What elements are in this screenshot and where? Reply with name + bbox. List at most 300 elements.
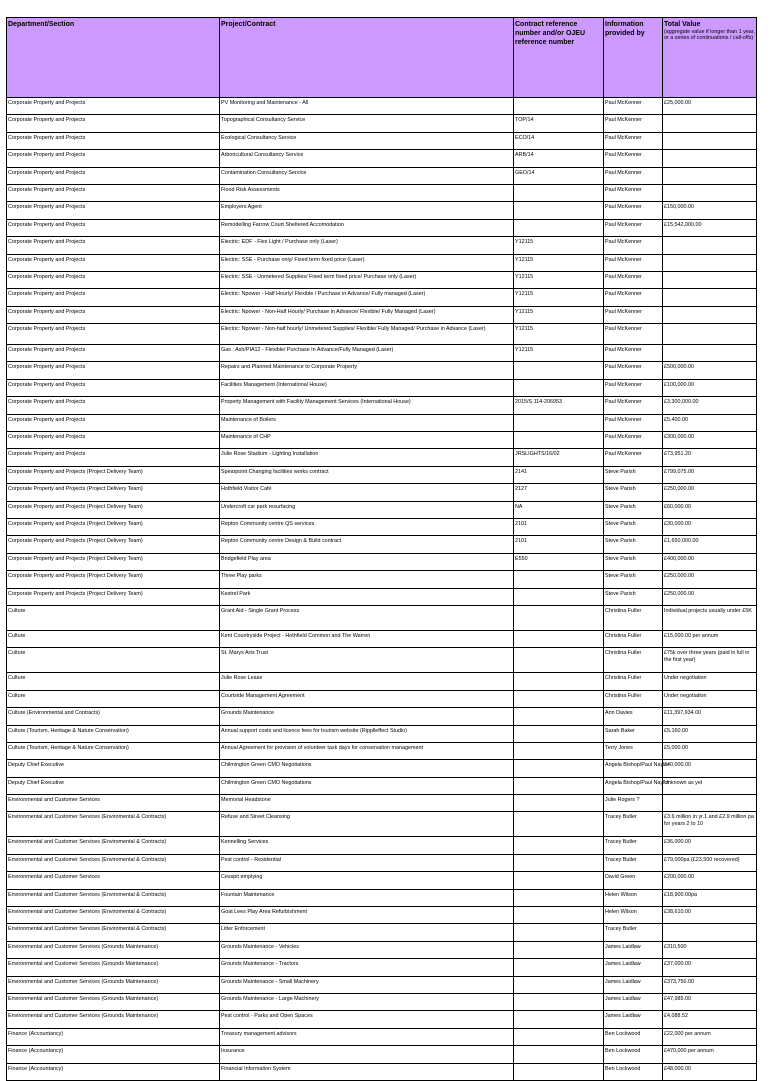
- cell-department: Environmental and Customer Services (Enviromental & Contracts): [7, 812, 220, 837]
- cell-department: Environmental and Customer Services (Enviromental & Contracts): [7, 837, 220, 854]
- cell-department: Culture (Environmental and Contracts): [7, 708, 220, 725]
- cell-information-provided-by: Paul McKenner: [604, 219, 663, 236]
- cell-department: Corporate Property and Projects: [7, 115, 220, 132]
- cell-department: Deputy Chief Executive: [7, 760, 220, 777]
- contracts-register-sheet: [6, 17, 756, 1081]
- table-row: [7, 742, 757, 759]
- cell-department: Culture: [7, 630, 220, 647]
- cell-total-value: [663, 345, 757, 362]
- cell-information-provided-by: Steve Parish: [604, 588, 663, 605]
- cell-total-value: [663, 115, 757, 132]
- cell-contract-reference: [514, 959, 604, 976]
- cell-department: Finance (Accountancy): [7, 1028, 220, 1045]
- table-body: [7, 98, 757, 1081]
- cell-project: Repton Community centre QS services: [220, 518, 514, 535]
- cell-information-provided-by: Paul McKenner: [604, 379, 663, 396]
- cell-information-provided-by: Ben Lockwood: [604, 1063, 663, 1080]
- cell-department: Corporate Property and Projects: [7, 362, 220, 379]
- cell-contract-reference: 2101: [514, 536, 604, 553]
- cell-project: Arboricultural Consultancy Service: [220, 150, 514, 167]
- cell-project: Courtside Management Agreement: [220, 690, 514, 707]
- cell-department: Corporate Property and Projects (Project Delivery Team): [7, 518, 220, 535]
- cell-project: PV Monitoring and Maintenance - All: [220, 98, 514, 115]
- cell-department: Corporate Property and Projects (Project Delivery Team): [7, 553, 220, 570]
- cell-contract-reference: [514, 414, 604, 431]
- cell-total-value: £3.6 million in yr.1 and £2.9 million pa for years 2 to 10: [663, 812, 757, 837]
- table-row: [7, 345, 757, 362]
- cell-contract-reference: Y12115: [514, 289, 604, 306]
- cell-total-value: £300,000.00: [663, 432, 757, 449]
- cell-contract-reference: [514, 812, 604, 837]
- table-row: [7, 1063, 757, 1080]
- table-row: [7, 605, 757, 630]
- table-row: [7, 184, 757, 201]
- cell-project: Electric: Npower - Non-Half Hourly/ Purchase in Advance/ Flexible/ Fully Managed (Laser): [220, 306, 514, 323]
- cell-information-provided-by: Julie Rogers ?: [604, 795, 663, 812]
- cell-information-provided-by: Terry Jones: [604, 742, 663, 759]
- header-contract-reference: Contract reference number and/or OJEU reference number: [514, 18, 604, 98]
- cell-contract-reference: [514, 98, 604, 115]
- cell-information-provided-by: Steve Parish: [604, 553, 663, 570]
- cell-total-value: £3,300,000.00: [663, 397, 757, 414]
- table-row: [7, 907, 757, 924]
- cell-total-value: £5,400.00: [663, 414, 757, 431]
- cell-contract-reference: [514, 837, 604, 854]
- cell-information-provided-by: Helen Wilson: [604, 907, 663, 924]
- header-project: Project/Contract: [220, 18, 514, 98]
- cell-contract-reference: Y12115: [514, 254, 604, 271]
- cell-total-value: Unknown as yet: [663, 777, 757, 794]
- cell-contract-reference: 2101: [514, 518, 604, 535]
- cell-information-provided-by: Paul McKenner: [604, 449, 663, 466]
- cell-department: Corporate Property and Projects: [7, 237, 220, 254]
- cell-contract-reference: [514, 708, 604, 725]
- table-row: [7, 725, 757, 742]
- table-row: [7, 959, 757, 976]
- cell-project: Grounds Maintenance - Tractors: [220, 959, 514, 976]
- cell-total-value: £500,000.00: [663, 362, 757, 379]
- cell-total-value: [663, 184, 757, 201]
- table-row: [7, 324, 757, 345]
- cell-department: Corporate Property and Projects (Project Delivery Team): [7, 501, 220, 518]
- cell-contract-reference: [514, 1063, 604, 1080]
- cell-total-value: £5,160.00: [663, 725, 757, 742]
- cell-information-provided-by: Paul McKenner: [604, 306, 663, 323]
- cell-project: Grounds Maintenance - Large Machinery: [220, 993, 514, 1010]
- cell-total-value: £36,000.00: [663, 837, 757, 854]
- cell-department: Culture: [7, 690, 220, 707]
- cell-project: Undercroft car park resurfacing: [220, 501, 514, 518]
- cell-project: Treasury management advisors: [220, 1028, 514, 1045]
- cell-total-value: £200,000.00: [663, 872, 757, 889]
- cell-department: Corporate Property and Projects: [7, 289, 220, 306]
- cell-total-value: [663, 306, 757, 323]
- cell-information-provided-by: Helen Wilson: [604, 889, 663, 906]
- table-row: [7, 237, 757, 254]
- cell-contract-reference: JRSLIGHTS/16/02: [514, 449, 604, 466]
- cell-information-provided-by: Paul McKenner: [604, 397, 663, 414]
- cell-total-value: £48,000.00: [663, 1063, 757, 1080]
- cell-contract-reference: Y12115: [514, 306, 604, 323]
- cell-department: Finance (Accountancy): [7, 1063, 220, 1080]
- cell-total-value: £38,610.00: [663, 907, 757, 924]
- cell-information-provided-by: Ben Lockwood: [604, 1028, 663, 1045]
- cell-total-value: Under negotiation: [663, 690, 757, 707]
- cell-project: Facilities Management (International House): [220, 379, 514, 396]
- cell-project: Contamination Consultancy Service: [220, 167, 514, 184]
- table-row: [7, 795, 757, 812]
- cell-department: Corporate Property and Projects: [7, 167, 220, 184]
- cell-department: Environmental and Customer Services (Enviromental & Contracts): [7, 907, 220, 924]
- cell-contract-reference: [514, 690, 604, 707]
- cell-information-provided-by: Paul McKenner: [604, 414, 663, 431]
- cell-contract-reference: ARB/14: [514, 150, 604, 167]
- cell-project: Memorial Headstone: [220, 795, 514, 812]
- table-row: [7, 449, 757, 466]
- cell-project: Pest control - Parks and Open Spaces: [220, 1011, 514, 1028]
- cell-total-value: £470,000 per annum: [663, 1046, 757, 1063]
- cell-total-value: £22,000 per annum: [663, 1028, 757, 1045]
- cell-project: Bridgefield Play area: [220, 553, 514, 570]
- cell-project: Kent Countryside Project - Hothfield Common and The Warren: [220, 630, 514, 647]
- cell-contract-reference: [514, 648, 604, 673]
- table-row: [7, 167, 757, 184]
- cell-contract-reference: 2015/S 114-206953: [514, 397, 604, 414]
- cell-contract-reference: [514, 889, 604, 906]
- table-row: [7, 219, 757, 236]
- cell-contract-reference: [514, 571, 604, 588]
- cell-total-value: [663, 795, 757, 812]
- cell-information-provided-by: Sarah Baker: [604, 725, 663, 742]
- table-row: [7, 993, 757, 1010]
- cell-project: Employers Agent: [220, 202, 514, 219]
- cell-contract-reference: [514, 976, 604, 993]
- cell-project: Julie Rose Stadium - Lighting Installation: [220, 449, 514, 466]
- cell-project: Chilmington Green CMO Negotiations: [220, 760, 514, 777]
- table-row: [7, 777, 757, 794]
- cell-department: Culture (Tourism, Heritage & Nature Conservation): [7, 742, 220, 759]
- cell-information-provided-by: Christina Fuller: [604, 673, 663, 690]
- cell-total-value: £1,650,000.00: [663, 536, 757, 553]
- cell-contract-reference: [514, 630, 604, 647]
- cell-project: Ecological Consultancy Service: [220, 132, 514, 149]
- cell-information-provided-by: Paul McKenner: [604, 115, 663, 132]
- cell-department: Corporate Property and Projects: [7, 432, 220, 449]
- table-row: [7, 976, 757, 993]
- table-row: [7, 432, 757, 449]
- cell-contract-reference: TOP/14: [514, 115, 604, 132]
- table-row: [7, 553, 757, 570]
- table-row: [7, 518, 757, 535]
- cell-contract-reference: [514, 184, 604, 201]
- cell-information-provided-by: James Laidlaw: [604, 959, 663, 976]
- cell-department: Corporate Property and Projects: [7, 132, 220, 149]
- table-row: [7, 1028, 757, 1045]
- cell-total-value: £799,075.00: [663, 466, 757, 483]
- cell-contract-reference: [514, 993, 604, 1010]
- table-row: [7, 889, 757, 906]
- cell-total-value: [663, 237, 757, 254]
- cell-project: Pest control - Residential: [220, 854, 514, 871]
- cell-total-value: [663, 167, 757, 184]
- cell-total-value: £373,750.00: [663, 976, 757, 993]
- cell-contract-reference: [514, 1046, 604, 1063]
- cell-project: Cesspit emptying: [220, 872, 514, 889]
- cell-department: Corporate Property and Projects: [7, 202, 220, 219]
- cell-contract-reference: [514, 742, 604, 759]
- cell-total-value: £73,951.20: [663, 449, 757, 466]
- cell-contract-reference: [514, 202, 604, 219]
- cell-total-value: £79,000pa (£23,500 recovered): [663, 854, 757, 871]
- cell-information-provided-by: James Laidlaw: [604, 993, 663, 1010]
- cell-contract-reference: [514, 379, 604, 396]
- cell-department: Corporate Property and Projects: [7, 184, 220, 201]
- cell-total-value: £15,542,000.00: [663, 219, 757, 236]
- cell-department: Corporate Property and Projects: [7, 414, 220, 431]
- header-total-value: Total Value (aggregate value if longer than 1 year, or a series of continuations / call-offs): [663, 18, 757, 98]
- cell-project: Annual Agreement for provision of volunteer task days for conservation management: [220, 742, 514, 759]
- cell-project: Kennelling Services: [220, 837, 514, 854]
- cell-department: Corporate Property and Projects: [7, 150, 220, 167]
- header-department: Department/Section: [7, 18, 220, 98]
- table-row: [7, 271, 757, 288]
- cell-contract-reference: [514, 924, 604, 941]
- table-row: [7, 362, 757, 379]
- cell-contract-reference: [514, 777, 604, 794]
- cell-total-value: £250,000.00: [663, 571, 757, 588]
- cell-department: Corporate Property and Projects: [7, 219, 220, 236]
- cell-information-provided-by: Paul McKenner: [604, 184, 663, 201]
- table-row: [7, 571, 757, 588]
- cell-department: Corporate Property and Projects: [7, 98, 220, 115]
- table-row: [7, 854, 757, 871]
- cell-project: Spearpoint Changing facilities works contract: [220, 466, 514, 483]
- cell-contract-reference: [514, 725, 604, 742]
- cell-total-value: £310,500: [663, 941, 757, 958]
- cell-department: Finance (Accountancy): [7, 1046, 220, 1063]
- table-row: [7, 115, 757, 132]
- cell-total-value: £11,397,934.00: [663, 708, 757, 725]
- cell-project: Grounds Maintenance - Small Machinery: [220, 976, 514, 993]
- cell-contract-reference: [514, 362, 604, 379]
- cell-total-value: Under negotiation: [663, 673, 757, 690]
- table-row: [7, 924, 757, 941]
- cell-contract-reference: [514, 588, 604, 605]
- cell-project: Maintenance of Boilers: [220, 414, 514, 431]
- table-row: [7, 648, 757, 673]
- cell-information-provided-by: Paul McKenner: [604, 345, 663, 362]
- table-row: [7, 673, 757, 690]
- cell-total-value: [663, 924, 757, 941]
- cell-contract-reference: 2127: [514, 484, 604, 501]
- cell-information-provided-by: Angela Bishop/Paul Naylor: [604, 760, 663, 777]
- cell-project: Annual support costs and licence fees for tourism website (Ripplleffect Studio): [220, 725, 514, 742]
- table-row: [7, 1046, 757, 1063]
- cell-department: Corporate Property and Projects: [7, 271, 220, 288]
- cell-project: Grounds Maintenance: [220, 708, 514, 725]
- cell-information-provided-by: Christina Fuller: [604, 648, 663, 673]
- cell-department: Environmental and Customer Services (Grounds Maintenance): [7, 976, 220, 993]
- cell-total-value: £75k over three years (paid in full in the first year): [663, 648, 757, 673]
- cell-information-provided-by: Paul McKenner: [604, 324, 663, 345]
- cell-information-provided-by: Paul McKenner: [604, 167, 663, 184]
- cell-total-value: [663, 132, 757, 149]
- cell-information-provided-by: Angela Bishop/Paul Naylor: [604, 777, 663, 794]
- cell-information-provided-by: Steve Parish: [604, 484, 663, 501]
- table-row: [7, 501, 757, 518]
- cell-department: Environmental and Customer Services (Grounds Maintenance): [7, 959, 220, 976]
- cell-contract-reference: ECO/14: [514, 132, 604, 149]
- cell-total-value: £4,088.52: [663, 1011, 757, 1028]
- cell-total-value: £15,000.00 per annum: [663, 630, 757, 647]
- table-row: [7, 289, 757, 306]
- cell-total-value: £250,000.00: [663, 588, 757, 605]
- cell-contract-reference: Y12115: [514, 237, 604, 254]
- cell-project: Financial Information System: [220, 1063, 514, 1080]
- cell-project: Grounds Maintenance - Vehicles: [220, 941, 514, 958]
- table-row: [7, 254, 757, 271]
- cell-department: Corporate Property and Projects: [7, 379, 220, 396]
- table-row: [7, 414, 757, 431]
- cell-department: Culture: [7, 648, 220, 673]
- cell-department: Corporate Property and Projects: [7, 324, 220, 345]
- cell-information-provided-by: James Laidlaw: [604, 976, 663, 993]
- cell-total-value: £150,000.00: [663, 202, 757, 219]
- table-row: [7, 484, 757, 501]
- cell-total-value: £47,985.00: [663, 993, 757, 1010]
- cell-information-provided-by: Paul McKenner: [604, 362, 663, 379]
- cell-information-provided-by: Christina Fuller: [604, 605, 663, 630]
- cell-total-value: [663, 324, 757, 345]
- cell-project: Maintenance of CHP: [220, 432, 514, 449]
- cell-department: Corporate Property and Projects (Project Delivery Team): [7, 466, 220, 483]
- table-row: [7, 202, 757, 219]
- cell-department: Environmental and Customer Services (Enviromental & Contracts): [7, 854, 220, 871]
- cell-department: Deputy Chief Executive: [7, 777, 220, 794]
- cell-project: Topographical Consultancy Service: [220, 115, 514, 132]
- table-row: [7, 132, 757, 149]
- cell-total-value: £60,000.00: [663, 501, 757, 518]
- cell-department: Corporate Property and Projects: [7, 345, 220, 362]
- table-row: [7, 630, 757, 647]
- cell-total-value: £40,000.00: [663, 760, 757, 777]
- cell-project: St. Marys Arts Trust: [220, 648, 514, 673]
- cell-contract-reference: Y12115: [514, 345, 604, 362]
- cell-contract-reference: [514, 432, 604, 449]
- cell-contract-reference: [514, 605, 604, 630]
- cell-information-provided-by: Paul McKenner: [604, 202, 663, 219]
- cell-contract-reference: [514, 795, 604, 812]
- table-row: [7, 98, 757, 115]
- cell-total-value: [663, 289, 757, 306]
- cell-project: Insurance: [220, 1046, 514, 1063]
- cell-contract-reference: NA: [514, 501, 604, 518]
- cell-information-provided-by: James Laidlaw: [604, 1011, 663, 1028]
- cell-department: Culture: [7, 605, 220, 630]
- cell-department: Culture (Tourism, Heritage & Nature Conservation): [7, 725, 220, 742]
- cell-information-provided-by: Tracey Butler: [604, 812, 663, 837]
- cell-total-value: [663, 271, 757, 288]
- table-row: [7, 941, 757, 958]
- cell-department: Corporate Property and Projects: [7, 397, 220, 414]
- cell-total-value: £37,000.00: [663, 959, 757, 976]
- cell-total-value: £25,000.00: [663, 98, 757, 115]
- table-row: [7, 397, 757, 414]
- cell-project: Flood Risk Assessments: [220, 184, 514, 201]
- cell-information-provided-by: Steve Parish: [604, 518, 663, 535]
- cell-project: Chilmington Green CMO Negotiations: [220, 777, 514, 794]
- cell-contract-reference: E550: [514, 553, 604, 570]
- cell-contract-reference: [514, 673, 604, 690]
- cell-information-provided-by: Tracey Butler: [604, 837, 663, 854]
- cell-project: Electric: Npower - Non-half hourly/ Unmetered Supplies/ Flexible/ Fully Managed/ Purchase in Advance (Laser): [220, 324, 514, 345]
- cell-information-provided-by: Paul McKenner: [604, 132, 663, 149]
- cell-project: Repton Community centre Design & Build contract: [220, 536, 514, 553]
- cell-information-provided-by: James Laidlaw: [604, 941, 663, 958]
- cell-department: Corporate Property and Projects: [7, 254, 220, 271]
- cell-information-provided-by: Paul McKenner: [604, 98, 663, 115]
- cell-information-provided-by: Paul McKenner: [604, 237, 663, 254]
- cell-project: Remodelling Farrow Court Sheltered Accomodation: [220, 219, 514, 236]
- cell-department: Corporate Property and Projects (Project Delivery Team): [7, 588, 220, 605]
- cell-project: Fountain Maintenance: [220, 889, 514, 906]
- cell-department: Environmental and Customer Services: [7, 872, 220, 889]
- cell-project: Grant Aid - Single Grant Process: [220, 605, 514, 630]
- cell-total-value: Individual projects usually under £5K: [663, 605, 757, 630]
- cell-department: Culture: [7, 673, 220, 690]
- cell-total-value: [663, 150, 757, 167]
- cell-information-provided-by: Tracey Butler: [604, 854, 663, 871]
- table-row: [7, 150, 757, 167]
- header-information-provided-by: Information provided by: [604, 18, 663, 98]
- cell-project: Electric: EDF - Flex Light / Purchase only (Laser): [220, 237, 514, 254]
- table-row: [7, 872, 757, 889]
- table-row: [7, 379, 757, 396]
- cell-project: Kestrel Park: [220, 588, 514, 605]
- cell-information-provided-by: Christina Fuller: [604, 690, 663, 707]
- cell-contract-reference: [514, 1028, 604, 1045]
- cell-department: Environmental and Customer Services (Enviromental & Contracts): [7, 924, 220, 941]
- cell-project: Property Management with Facility Management Services (International House): [220, 397, 514, 414]
- cell-department: Environmental and Customer Services (Grounds Maintenance): [7, 1011, 220, 1028]
- cell-project: Julie Rose Lease: [220, 673, 514, 690]
- cell-project: Electric: Npower - Half Hourly/ Flexible / Purchase in Advance/ Fully managed (Laser): [220, 289, 514, 306]
- cell-project: Repairs and Planned Maintenance to Corporate Property: [220, 362, 514, 379]
- cell-project: Three Play parks: [220, 571, 514, 588]
- cell-department: Environmental and Customer Services (Grounds Maintenance): [7, 993, 220, 1010]
- cell-total-value: £18,900.00pa: [663, 889, 757, 906]
- cell-contract-reference: [514, 872, 604, 889]
- cell-department: Environmental and Customer Services: [7, 795, 220, 812]
- table-row: [7, 588, 757, 605]
- cell-project: Refuse and Street Cleansing: [220, 812, 514, 837]
- cell-information-provided-by: Paul McKenner: [604, 432, 663, 449]
- cell-information-provided-by: Paul McKenner: [604, 150, 663, 167]
- cell-total-value: [663, 254, 757, 271]
- cell-department: Environmental and Customer Services (Grounds Maintenance): [7, 941, 220, 958]
- table-row: [7, 536, 757, 553]
- table-row: [7, 306, 757, 323]
- cell-information-provided-by: Steve Parish: [604, 571, 663, 588]
- cell-department: Environmental and Customer Services (Enviromental & Contracts): [7, 889, 220, 906]
- table-row: [7, 1011, 757, 1028]
- table-row: [7, 466, 757, 483]
- table-row: [7, 690, 757, 707]
- cell-information-provided-by: Steve Parish: [604, 501, 663, 518]
- cell-information-provided-by: Paul McKenner: [604, 254, 663, 271]
- cell-information-provided-by: Ann Davies: [604, 708, 663, 725]
- cell-project: Gas : Ash/PIA12 - Flexible/ Purchase In Advance/Fully Managed (Laser): [220, 345, 514, 362]
